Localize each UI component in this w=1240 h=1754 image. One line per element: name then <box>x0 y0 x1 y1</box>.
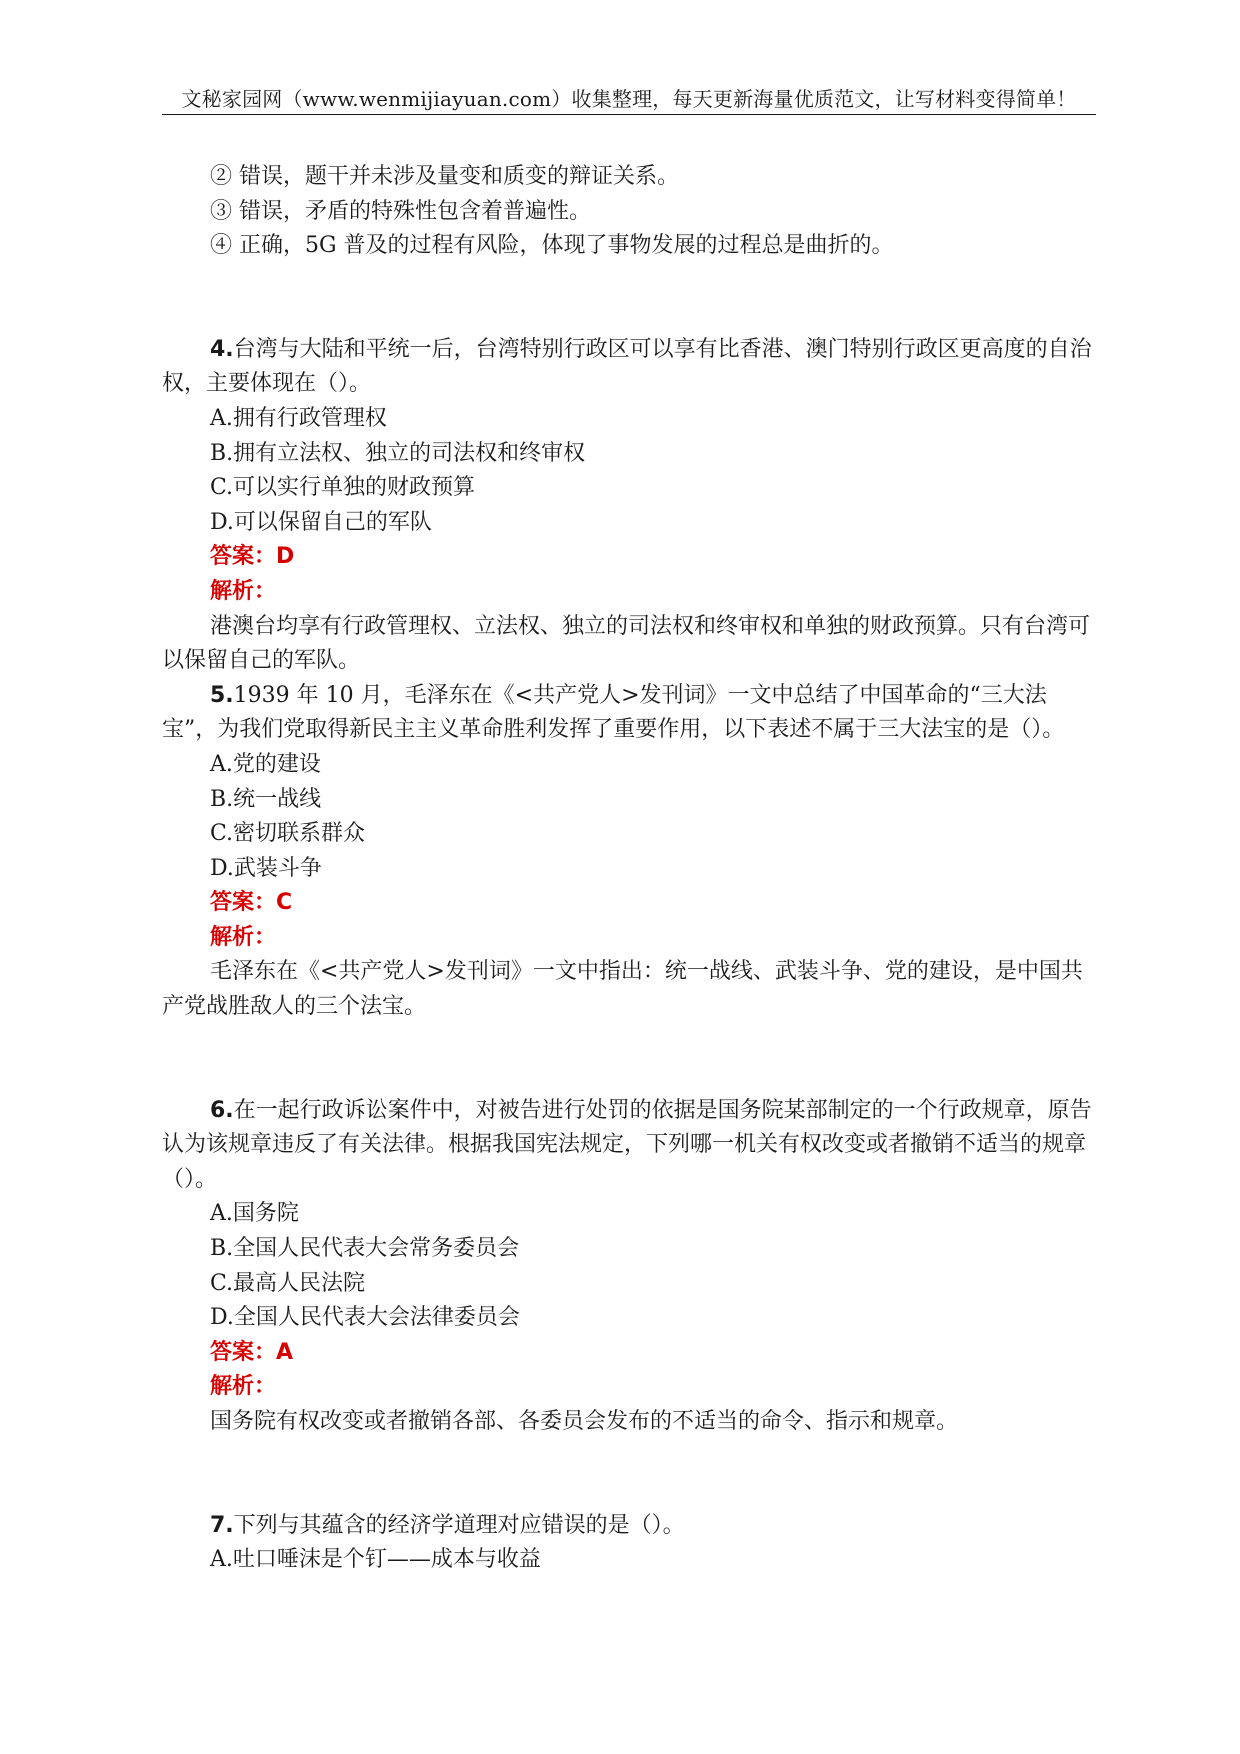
analysis-line: ③ 错误，矛盾的特殊性包含着普遍性。 <box>210 198 591 224</box>
question-stem <box>162 333 1096 402</box>
question-stem <box>162 679 1096 748</box>
previous-analysis-continuation <box>162 160 1096 264</box>
analysis-text: 国务院有权改变或者撤销各部、各委员会发布的不适当的命令、指示和规章。 <box>210 1409 959 1434</box>
analysis-label: 解析： <box>210 578 277 604</box>
analysis-line: ② 错误，题干并未涉及量变和质变的辩证关系。 <box>210 164 679 189</box>
page-header: 文秘家园网（www.wenmijiayuan.com）收集整理，每天更新海量优质范文，让写材料变得简单！ <box>162 84 1096 115</box>
analysis-line: ④ 正确，5G 普及的过程有风险，体现了事物发展的过程总是曲折的。 <box>210 233 894 259</box>
question-number: 7. <box>210 1512 234 1538</box>
document-body <box>162 160 1096 1578</box>
document-page <box>162 0 1096 1754</box>
question-number: 6. <box>210 1097 234 1123</box>
option-a: A.党的建设 <box>210 751 321 777</box>
question-text: 在一起行政诉讼案件中，对被告进行处罚的依据是国务院某部制定的一个行政规章，原告认为该规章违反了有关法律。根据我国宪法规定，下列哪一机关有权改变或者撤销不适当的规章（）。 <box>162 1097 1092 1192</box>
option-c: C.可以实行单独的财政预算 <box>210 475 476 501</box>
question-7 <box>162 1509 1096 1578</box>
option-d: D.全国人民代表大会法律委员会 <box>210 1305 520 1331</box>
question-4 <box>162 333 1096 679</box>
option-a: A.吐口唾沫是个钉——成本与收益 <box>210 1547 541 1573</box>
analysis-text: 港澳台均享有行政管理权、立法权、独立的司法权和终审权和单独的财政预算。只有台湾可以保留自己的军队。 <box>162 613 1091 674</box>
option-b: B.统一战线 <box>210 786 322 812</box>
analysis-text: 毛泽东在《<共产党人>发刊词》一文中指出：统一战线、武装斗争、党的建设，是中国共产党战胜敌人的三个法宝。 <box>162 959 1083 1020</box>
question-6 <box>162 1094 1096 1440</box>
question-number: 5. <box>210 682 234 708</box>
option-a: A.拥有行政管理权 <box>210 405 387 431</box>
answer-label: 答案：D <box>210 544 295 570</box>
analysis-label: 解析： <box>210 1374 277 1400</box>
answer-label: 答案：A <box>210 1339 294 1365</box>
option-b: B.拥有立法权、独立的司法权和终审权 <box>210 440 586 466</box>
question-number: 4. <box>210 336 234 362</box>
option-a: A.国务院 <box>210 1201 299 1227</box>
question-text: 下列与其蕴含的经济学道理对应错误的是（）。 <box>233 1512 685 1538</box>
question-stem <box>162 1509 1096 1544</box>
analysis-label: 解析： <box>210 924 277 950</box>
option-c: C.最高人民法院 <box>210 1270 366 1296</box>
answer-label: 答案：C <box>210 890 293 916</box>
option-d: D.武装斗争 <box>210 855 322 881</box>
question-stem <box>162 1094 1096 1198</box>
option-c: C.密切联系群众 <box>210 821 366 847</box>
option-b: B.全国人民代表大会常务委员会 <box>210 1236 520 1262</box>
question-text: 1939 年 10 月，毛泽东在《<共产党人>发刊词》一文中总结了中国革命的“三大法宝”，为我们党取得新民主主义革命胜利发挥了重要作用，以下表述不属于三大法宝的是（）。 <box>162 682 1065 743</box>
question-text: 台湾与大陆和平统一后，台湾特别行政区可以享有比香港、澳门特别行政区更高度的自治权，主要体现在（）。 <box>162 336 1092 397</box>
option-d: D.可以保留自己的军队 <box>210 509 432 535</box>
question-5 <box>162 679 1096 1025</box>
